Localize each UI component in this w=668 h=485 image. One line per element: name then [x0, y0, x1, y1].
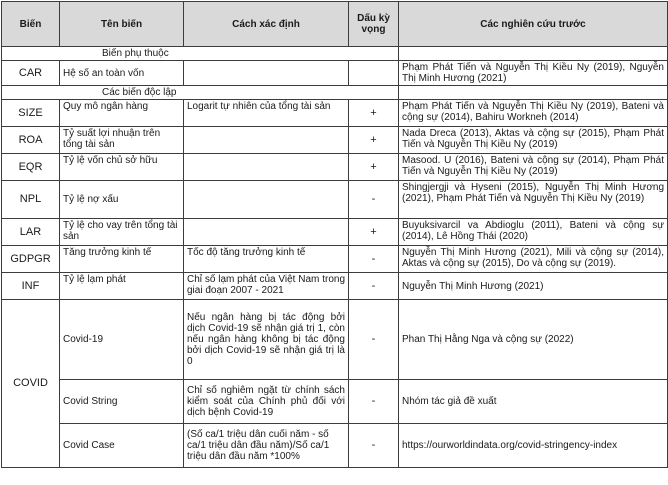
lar-method: [184, 219, 349, 246]
covid-case-studies: https://ourworldindata.org/covid-stringency-index: [399, 424, 668, 468]
npl-name: Tỷ lệ nợ xấu: [60, 181, 184, 219]
section-dependent-row: [2, 47, 668, 61]
header-code: Biến: [2, 2, 60, 47]
table-row-npl: [2, 181, 668, 219]
lar-code: LAR: [2, 219, 60, 246]
eqr-name: Tỷ lệ vốn chủ sở hữu: [60, 154, 184, 181]
car-studies: Phạm Phát Tiến và Nguyễn Thị Kiều Ny (2019), Nguyễn Thị Minh Hương (2021): [399, 61, 668, 86]
covid-case-sign: -: [349, 424, 399, 468]
covid-string-name: Covid String: [60, 380, 184, 424]
roa-method: [184, 127, 349, 154]
covid-case-name: Covid Case: [60, 424, 184, 468]
npl-sign: -: [349, 181, 399, 219]
section-dependent-empty: [399, 47, 668, 61]
header-row: [2, 2, 668, 47]
table-row-roa: [2, 127, 668, 154]
covid-string-studies: Nhóm tác giả đề xuất: [399, 380, 668, 424]
header-sign: Dấu kỳ vọng: [349, 2, 399, 47]
lar-sign: +: [349, 219, 399, 246]
header-name: Tên biến: [60, 2, 184, 47]
table-row-lar: [2, 219, 668, 246]
size-code: SIZE: [2, 100, 60, 127]
section-independent: Các biến độc lập: [2, 86, 399, 100]
car-sign: [349, 61, 399, 86]
table-row-gdpgr: [2, 246, 668, 273]
covid-case-method: (Số ca/1 triệu dân cuối năm - số ca/1 triệu dân đầu năm)/Số ca/1 triệu dân đầu năm *100%: [184, 424, 349, 468]
covid-string-method: Chỉ số nghiêm ngặt từ chính sách kiểm soát của Chính phủ đối với dịch bệnh Covid-19: [184, 380, 349, 424]
npl-code: NPL: [2, 181, 60, 219]
gdpgr-code: GDPGR: [2, 246, 60, 273]
table-row-inf: [2, 273, 668, 300]
covid19-name: Covid-19: [60, 300, 184, 380]
inf-name: Tỷ lệ lạm phát: [60, 273, 184, 300]
car-name: Hệ số an toàn vốn: [60, 61, 184, 86]
variables-table: [1, 1, 668, 468]
roa-studies: Nada Dreca (2013), Aktas và cộng sự (2015), Phạm Phát Tiến và Nguyễn Thị Kiều Ny (2019): [399, 127, 668, 154]
table-row-covid-string: [2, 380, 668, 424]
lar-name: Tỷ lệ cho vay trên tổng tài sản: [60, 219, 184, 246]
table-row-size: [2, 100, 668, 127]
size-studies: Phạm Phát Tiến và Nguyễn Thị Kiều Ny (2019), Bateni và cộng sự (2014), Bahiru Workneh (2014): [399, 100, 668, 127]
header-studies: Các nghiên cứu trước: [399, 2, 668, 47]
inf-sign: -: [349, 273, 399, 300]
table-row-covid19: [2, 300, 668, 380]
table-row-eqr: [2, 154, 668, 181]
roa-sign: +: [349, 127, 399, 154]
car-code: CAR: [2, 61, 60, 86]
gdpgr-sign: -: [349, 246, 399, 273]
gdpgr-studies: Nguyễn Thị Minh Hương (2021), Mili và cộng sự (2014), Aktas và cộng sự (2015), Do và cộng sự (2019).: [399, 246, 668, 273]
roa-code: ROA: [2, 127, 60, 154]
section-independent-empty: [399, 86, 668, 100]
eqr-code: EQR: [2, 154, 60, 181]
inf-method: Chỉ số lạm phát của Việt Nam trong giai đoạn 2007 - 2021: [184, 273, 349, 300]
lar-studies: Buyuksivarcil va Abdioglu (2011), Bateni và cộng sự (2014), Lê Hồng Thái (2020): [399, 219, 668, 246]
gdpgr-name: Tăng trưởng kinh tế: [60, 246, 184, 273]
covid-string-sign: -: [349, 380, 399, 424]
eqr-sign: +: [349, 154, 399, 181]
section-independent-row: [2, 86, 668, 100]
npl-method: [184, 181, 349, 219]
size-name: Quy mô ngân hàng: [60, 100, 184, 127]
covid19-sign: -: [349, 300, 399, 380]
table-row-car: [2, 61, 668, 86]
inf-code: INF: [2, 273, 60, 300]
size-method: Logarit tự nhiên của tổng tài sản: [184, 100, 349, 127]
eqr-studies: Masood. U (2016), Bateni và cộng sự (2014), Phạm Phát Tiến và Nguyễn Thị Kiều Ny (2019): [399, 154, 668, 181]
covid19-studies: Phan Thị Hằng Nga và cộng sự (2022): [399, 300, 668, 380]
table-row-covid-case: [2, 424, 668, 468]
size-sign: +: [349, 100, 399, 127]
gdpgr-method: Tốc độ tăng trưởng kinh tế: [184, 246, 349, 273]
inf-studies: Nguyễn Thị Minh Hương (2021): [399, 273, 668, 300]
roa-name: Tỷ suất lợi nhuận trên tổng tài sản: [60, 127, 184, 154]
car-method: [184, 61, 349, 86]
eqr-method: [184, 154, 349, 181]
npl-studies: Shingjergji và Hyseni (2015), Nguyễn Thị Minh Hương (2021), Phạm Phát Tiến và Nguyễn Thị Kiều Ny (2019): [399, 181, 668, 219]
covid-code: COVID: [2, 300, 60, 468]
covid19-method: Nếu ngân hàng bị tác động bởi dịch Covid-19 sẽ nhận giá trị 1, còn nếu ngân hàng không bị tác động bởi dịch Covid-19 sẽ nhận giá trị là 0: [184, 300, 349, 380]
header-method: Cách xác định: [184, 2, 349, 47]
section-dependent: Biến phụ thuộc: [2, 47, 399, 61]
